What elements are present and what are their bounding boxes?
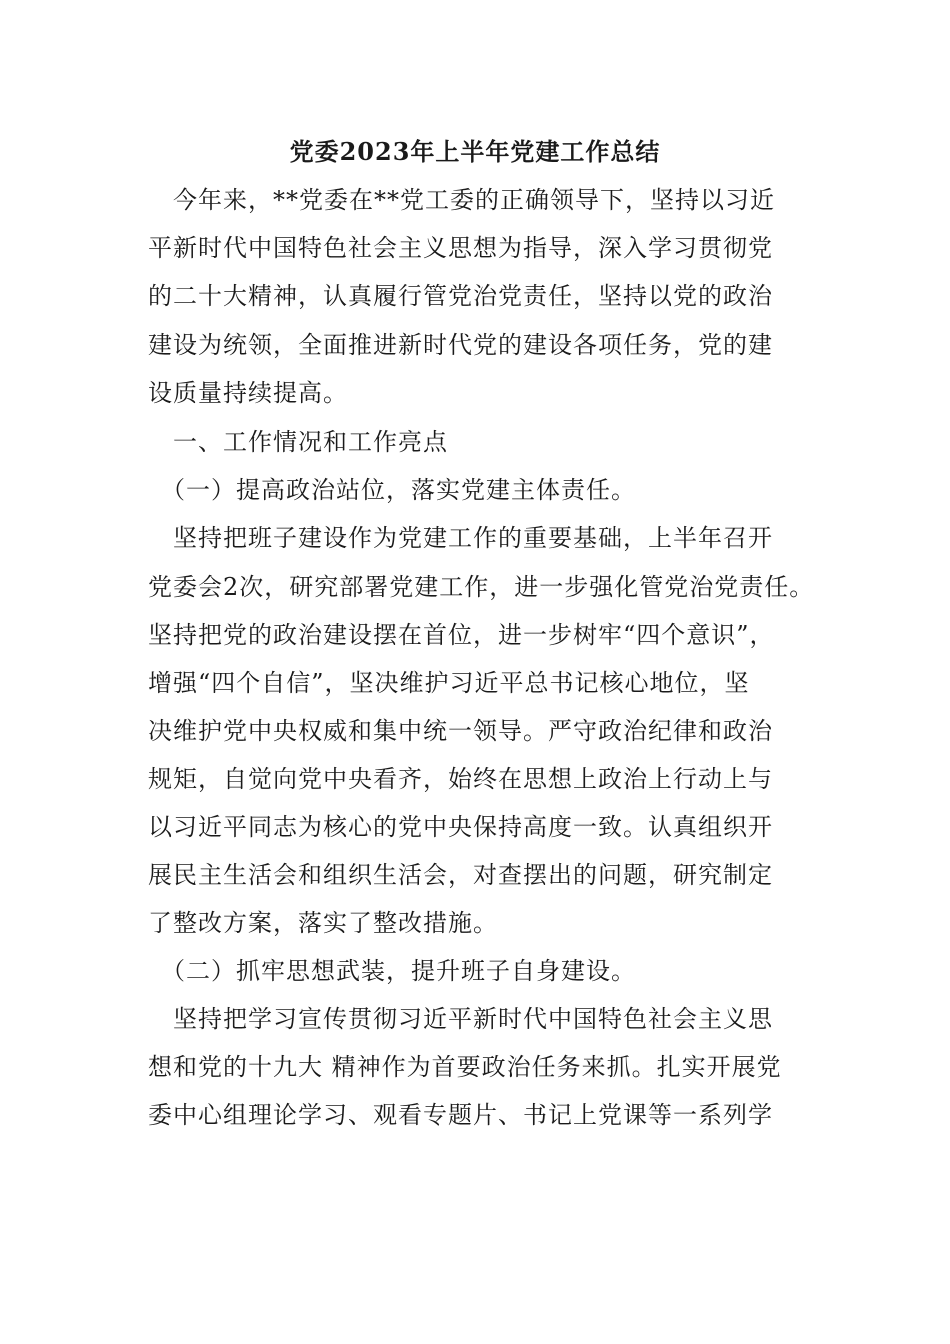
subsection-heading: （二）抓牢思想武装，提升班子自身建设。 [148,957,636,985]
paragraph-line: 今年来，**党委在**党工委的正确领导下，坚持以习近 [148,186,775,214]
paragraph-line: 了整改方案，落实了整改措施。 [148,909,498,937]
paragraph-line: 想和党的十九大 精神作为首要政治任务来抓。扎实开展党 [148,1053,782,1081]
paragraph-line: 决维护党中央权威和集中统一领导。严守政治纪律和政治 [148,717,773,745]
paragraph-line: 党委会2次，研究部署党建工作，进一步强化管党治党责任。 [148,573,815,601]
paragraph-line: 坚持把班子建设作为党建工作的重要基础，上半年召开 [148,524,773,552]
paragraph-line: 以习近平同志为核心的党中央保持高度一致。认真组织开 [148,813,773,841]
subsection-heading: （一）提高政治站位，落实党建主体责任。 [148,476,636,504]
section-heading: 一、工作情况和工作亮点 [148,428,448,456]
document-title: 党委2023年上半年党建工作总结 [289,137,661,166]
paragraph-line: 坚持把学习宣传贯彻习近平新时代中国特色社会主义思 [148,1005,773,1033]
paragraph-line: 展民主生活会和组织生活会，对查摆出的问题，研究制定 [148,861,773,889]
paragraph-line: 的二十大精神，认真履行管党治党责任，坚持以党的政治 [148,282,773,310]
paragraph-line: 增强“四个自信”，坚决维护习近平总书记核心地位，坚 [148,669,750,697]
paragraph-line: 平新时代中国特色社会主义思想为指导，深入学习贯彻党 [148,234,773,262]
paragraph-line: 建设为统领，全面推进新时代党的建设各项任务，党的建 [148,331,773,359]
paragraph-line: 委中心组理论学习、观看专题片、书记上党课等一系列学 [148,1101,773,1129]
paragraph-line: 坚持把党的政治建设摆在首位，进一步树牢“四个意识”， [148,621,775,649]
paragraph-line: 规矩，自觉向党中央看齐，始终在思想上政治上行动上与 [148,765,773,793]
paragraph-line: 设质量持续提高。 [148,379,348,407]
